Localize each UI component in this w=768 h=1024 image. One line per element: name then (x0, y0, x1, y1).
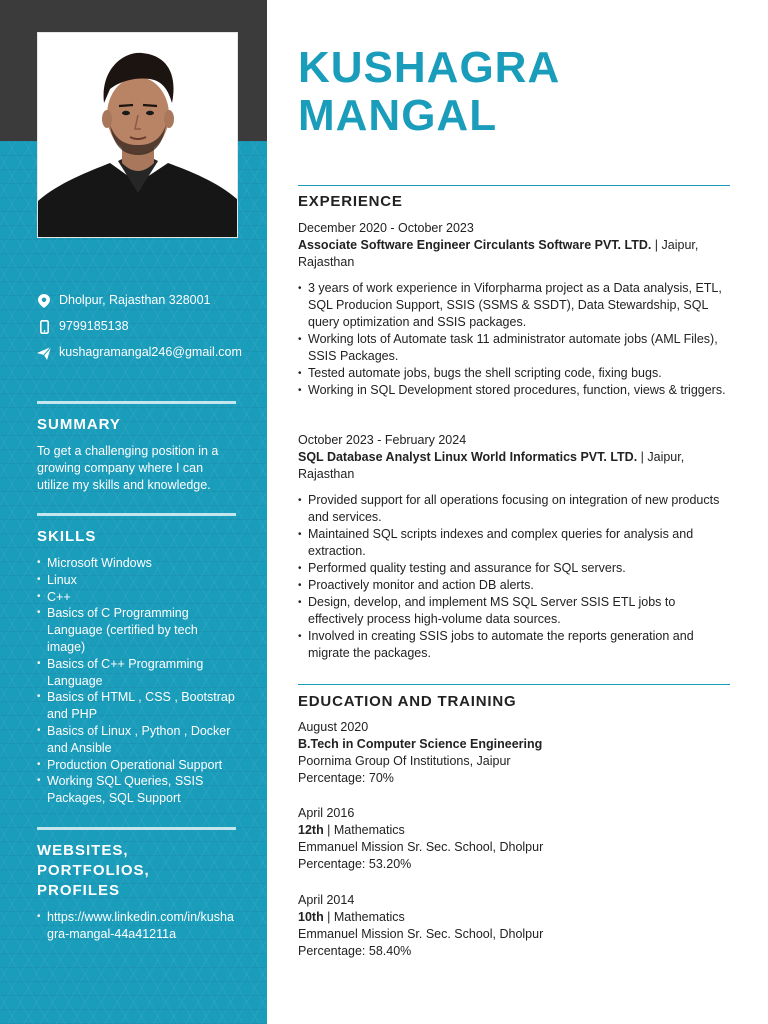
job-entry (298, 432, 730, 662)
summary-heading: SUMMARY (37, 416, 121, 433)
job-location: | Jaipur, Rajasthan (298, 238, 699, 269)
job-header (298, 449, 730, 483)
job-bullet: • Provided support for all operations focusing on integration of new products and services. (298, 492, 730, 526)
divider (37, 513, 236, 516)
edu-date: April 2014 (298, 893, 355, 907)
job-dates: December 2020 - October 2023 (298, 221, 474, 235)
divider (37, 827, 236, 830)
education-entry (298, 719, 730, 787)
job-bullet: • Working lots of Automate task 11 administrator automate jobs (AML Files), SSIS Packages. (298, 331, 730, 365)
edu-degree: 12th (298, 823, 324, 837)
profile-photo (37, 32, 238, 238)
edu-percentage: Percentage: 70% (298, 771, 394, 785)
edu-school: Emmanuel Mission Sr. Sec. School, Dholpur (298, 840, 544, 854)
skill-item: • Microsoft Windows (37, 555, 236, 572)
job-dates: October 2023 - February 2024 (298, 433, 467, 447)
edu-degree-line (298, 822, 730, 839)
phone-icon (37, 320, 51, 334)
job-bullet: • Working in SQL Development stored procedures, function, views & triggers. (298, 382, 730, 399)
divider (37, 401, 236, 404)
skill-item: • Production Operational Support (37, 757, 236, 774)
phone-text: 9799185138 (59, 319, 129, 333)
edu-school: Poornima Group Of Institutions, Jaipur (298, 754, 511, 768)
summary-section (37, 401, 236, 494)
websites-heading: WEBSITES, PORTFOLIOS, PROFILES (37, 842, 150, 899)
job-bullet: • Maintained SQL scripts indexes and complex queries for analysis and extraction. (298, 526, 730, 560)
edu-date: April 2016 (298, 806, 355, 820)
education-heading: EDUCATION AND TRAINING (298, 693, 517, 710)
job-location: | Jaipur, Rajasthan (298, 450, 685, 481)
job-bullets (298, 492, 730, 662)
edu-degree-line (298, 909, 730, 926)
contact-location (37, 292, 242, 309)
send-icon (37, 346, 51, 360)
skills-heading: SKILLS (37, 528, 97, 545)
candidate-name (298, 44, 560, 140)
job-title: Associate Software Engineer Circulants Software PVT. LTD. (298, 238, 652, 252)
job-bullet: • 3 years of work experience in Viforpharma project as a Data analysis, ETL, SQL Producion Support, SSIS (SSMS & SSDT), Data Stewardship, SQL query optimization and SSIS packages. (298, 280, 730, 331)
name-first: KUSHAGRA (298, 43, 561, 92)
websites-list (37, 909, 236, 943)
websites-section (37, 827, 236, 943)
job-title: SQL Database Analyst Linux World Informatics PVT. LTD. (298, 450, 638, 464)
email-text[interactable]: kushagramangal246@gmail.com (59, 345, 242, 359)
job-bullet: • Design, develop, and implement MS SQL Server SSIS ETL jobs to effectively process high-volume data sources. (298, 594, 730, 628)
job-bullet: • Involved in creating SSIS jobs to automate the reports generation and migrate the packages. (298, 628, 730, 662)
job-header (298, 237, 730, 271)
job-bullet: • Tested automate jobs, bugs the shell scripting code, fixing bugs. (298, 365, 730, 382)
skill-item: • Working SQL Queries, SSIS Packages, SQL Support (37, 773, 236, 807)
skill-item: • Linux (37, 572, 236, 589)
job-bullets (298, 280, 730, 399)
skills-list (37, 555, 236, 807)
job-bullet: • Performed quality testing and assurance for SQL servers. (298, 560, 730, 577)
map-pin-icon (37, 294, 51, 308)
contact-email[interactable] (37, 344, 242, 361)
edu-field: | Mathematics (323, 910, 405, 924)
edu-percentage: Percentage: 58.40% (298, 944, 412, 958)
contact-phone (37, 318, 242, 335)
job-bullet: • Proactively monitor and action DB alerts. (298, 577, 730, 594)
education-entry (298, 805, 730, 873)
edu-degree-line (298, 736, 730, 753)
experience-heading: EXPERIENCE (298, 193, 403, 210)
edu-degree: 10th (298, 910, 324, 924)
skill-item: • Basics of Linux , Python , Docker and Ansible (37, 723, 236, 757)
job-entry (298, 220, 730, 399)
contact-info (37, 292, 242, 370)
location-text: Dholpur, Rajasthan 328001 (59, 293, 211, 307)
skill-item: • Basics of C Programming Language (certified by tech image) (37, 605, 236, 655)
skills-section (37, 513, 236, 807)
website-link[interactable]: • https://www.linkedin.com/in/kushagra-mangal-44a41211a (37, 909, 236, 943)
edu-percentage: Percentage: 53.20% (298, 857, 412, 871)
divider (298, 185, 730, 186)
edu-school: Emmanuel Mission Sr. Sec. School, Dholpur (298, 927, 544, 941)
name-last: MANGAL (298, 91, 498, 140)
divider (298, 684, 730, 685)
edu-field: | Mathematics (323, 823, 405, 837)
skill-item: • Basics of C++ Programming Language (37, 656, 236, 690)
edu-date: August 2020 (298, 720, 369, 734)
summary-text: To get a challenging position in a growing company where I can utilize my skills and knowledge. (37, 444, 219, 492)
education-entry (298, 892, 730, 960)
skill-item: • Basics of HTML , CSS , Bootstrap and PHP (37, 689, 236, 723)
edu-degree: B.Tech in Computer Science Engineering (298, 737, 543, 751)
skill-item: • C++ (37, 589, 236, 606)
